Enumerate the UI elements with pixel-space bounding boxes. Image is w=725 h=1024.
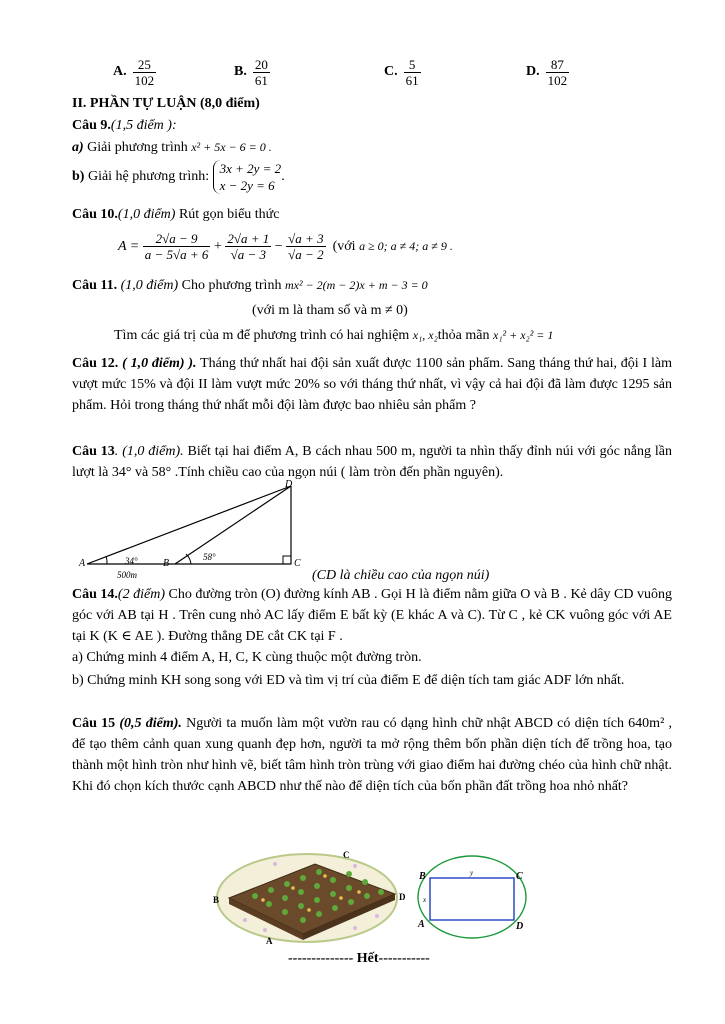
q10-header: Câu 10.(1,0 điểm) Rút gọn biểu thức xyxy=(72,207,280,222)
option-c xyxy=(384,52,421,92)
q11-ask: Tìm các giá trị của m để phương trình có hai nghiệm x₁, x₂thỏa mãn x₁² + x₂² = 1 xyxy=(114,328,554,343)
q11-note: (với m là tham số và m ≠ 0) xyxy=(252,303,408,318)
q15-text: Câu 15 (0,5 điểm). Người ta muốn làm một vườn rau có dạng hình chữ nhật ABCD có diện tích 640m² , để tạo thêm cảnh quan xung quanh đẹp hơn, người ta mở rộng thêm bốn phần diện tích để trồng hoa, tạo thành một hình tròn như hình vẽ, biết tâm hình tròn trùng với giao điểm hai đường chéo của hình chữ nhật. Khi đó chọn kích thước cạnh ABCD như thế nào để diện tích của bốn phần đất trồng hoa nhỏ nhất? xyxy=(72,716,672,794)
q13-caption: (CD là chiều cao của ngọn núi) xyxy=(312,568,490,583)
label-c: C xyxy=(516,871,523,882)
q12-text: Câu 12. ( 1,0 điểm) ). Tháng thứ nhất hai đội sản xuất được 1100 sản phẩm. Sang tháng thứ hai, đội I làm vượt mức 15% và đội II làm vượt mức 20% so với tháng thứ nhất, vì vậy cả hai đội đã làm được 1295 sản phẩm. Hỏi trong tháng thứ nhất mỗi đội làm được bao nhiêu sản phẩm ? xyxy=(72,356,673,413)
label-d: D xyxy=(285,479,293,490)
option-b xyxy=(234,52,270,92)
fraction: $\frac{2√a + 1}{√a - 3}$ xyxy=(227,231,270,263)
label-d: D xyxy=(516,921,524,932)
circle-rectangle-figure xyxy=(412,855,537,940)
q14-part-a: a) Chứng minh 4 điểm A, H, C, K cùng thuộc một đường tròn. xyxy=(72,650,422,665)
label-c: C xyxy=(343,850,350,860)
angle-58: 58° xyxy=(203,552,216,562)
label-b: B xyxy=(213,895,220,905)
option-fraction: $\frac{25}{102}$ xyxy=(134,56,155,88)
label-b: B xyxy=(163,558,170,569)
footer-end: -------------- Hết----------- xyxy=(288,951,430,966)
option-fraction: $\frac{20}{61}$ xyxy=(254,56,268,88)
option-d xyxy=(526,52,569,92)
fraction: $\frac{2√a - 9}{a - 5√a + 6}$ xyxy=(144,231,209,263)
option-fraction: $\frac{87}{102}$ xyxy=(547,56,568,88)
label-a: A xyxy=(418,919,425,930)
option-label: D. xyxy=(526,64,540,79)
equation-system: 3x + 2y = 2 x − 2y = 6 xyxy=(213,160,282,194)
q13-text: Câu 13. (1,0 điểm). Biết tại hai điểm A, B cách nhau 500 m, người ta nhìn thấy đỉnh núi với góc nắng lần lượt là 34° và 58° .Tính chiều cao của ngọn núi ( làm tròn đến phần nguyên). xyxy=(72,444,672,480)
q9-part-b: b) Giải hệ phương trình: 3x + 2y = 2 x − 2y = 6 . xyxy=(72,160,285,193)
q9-part-a: a) Giải phương trình x² + 5x − 6 = 0 . xyxy=(72,140,272,155)
q10-expression: A = $\frac{2√a - 9}{a - 5√a + 6}$ + $\frac{2√a + 1}{√a - 3}$ − $\frac{√a + 3}{√a - 2}$ (với a ≥ 0; a ≠ 4; a ≠ 9 . xyxy=(118,231,453,263)
option-a xyxy=(113,52,156,92)
option-label: C. xyxy=(384,64,398,79)
label-a: A xyxy=(266,936,273,946)
option-fraction: $\frac{5}{61}$ xyxy=(405,56,419,88)
mountain-triangle-figure xyxy=(75,478,325,580)
label-a: A xyxy=(79,558,86,569)
label-b: B xyxy=(419,871,426,882)
label-x: x xyxy=(423,896,427,904)
q14-part-b: b) Chứng minh KH song song với ED và tìm vị trí của điểm E để diện tích tam giác ADF lớn nhất. xyxy=(72,673,625,688)
fraction: $\frac{√a + 3}{√a - 2}$ xyxy=(288,231,324,263)
q9-header: Câu 9.(1,5 điểm ): xyxy=(72,118,177,133)
distance-label: 500m xyxy=(117,570,137,580)
option-label: A. xyxy=(113,64,127,79)
label-y: y xyxy=(470,869,474,877)
garden-illustration xyxy=(205,850,415,950)
label-c: C xyxy=(294,558,301,569)
angle-34: 34° xyxy=(125,556,138,566)
q14-text: Câu 14.(2 điểm) Cho đường tròn (O) đường kính AB . Gọi H là điểm nằm giữa O và B . Kẻ dây CD vuông góc với AB tại H . Trên cung nhỏ AC lấy điểm E bất kỳ (E khác A và C). Từ C , kẻ CK vuông góc với AE tại K (K ∈ AE ). Đường thẳng DE cắt CK tại F . xyxy=(72,587,672,644)
section-title: II. PHẦN TỰ LUẬN (8,0 điểm) xyxy=(72,96,260,111)
label-d: D xyxy=(399,892,406,902)
option-label: B. xyxy=(234,64,247,79)
q11-header: Câu 11. (1,0 điểm) Cho phương trình mx² − 2(m − 2)x + m − 3 = 0 xyxy=(72,278,428,293)
